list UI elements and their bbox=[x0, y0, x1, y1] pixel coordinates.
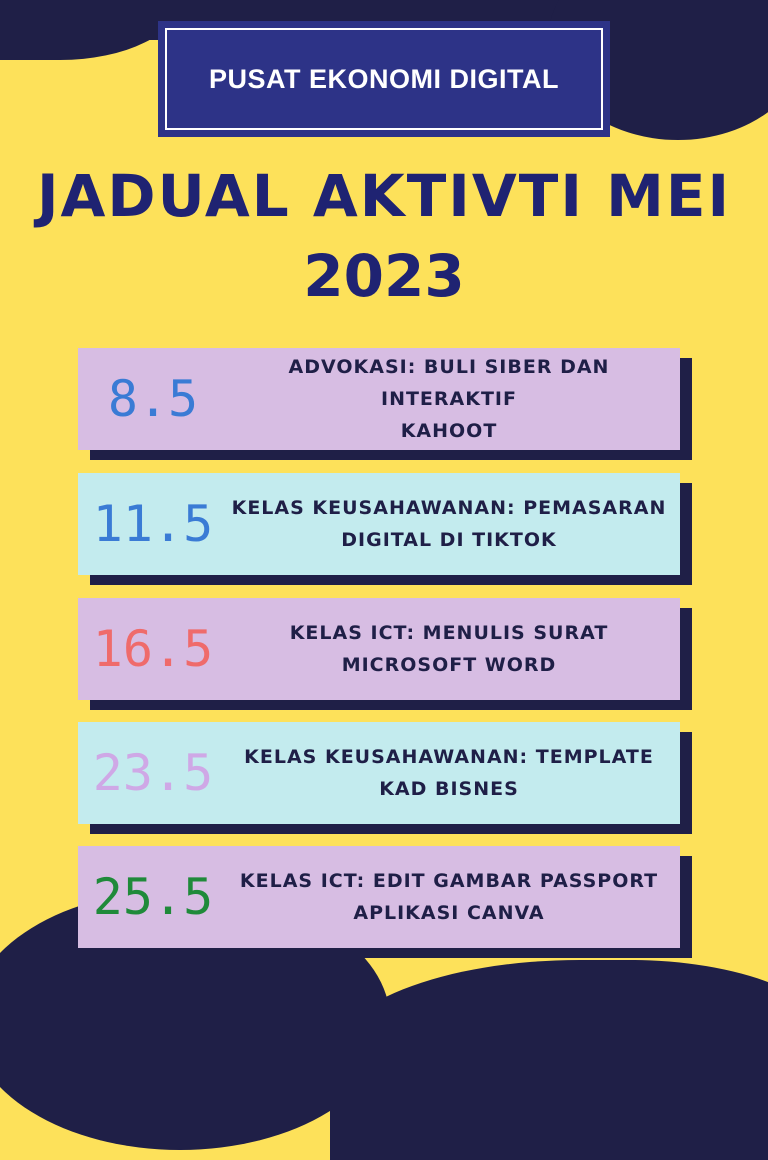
schedule-row bbox=[78, 598, 680, 700]
activity-line-2: MICROSOFT WORD bbox=[341, 654, 557, 676]
activity-date: 23.5 bbox=[92, 744, 214, 802]
schedule-row bbox=[78, 722, 680, 824]
activity-line-2: KAD BISNES bbox=[379, 778, 519, 800]
activity-date: 25.5 bbox=[92, 868, 214, 926]
activity-line-1: ADVOKASI: BULI SIBER DAN INTERAKTIF bbox=[288, 356, 610, 410]
activity-line-2: DIGITAL DI TIKTOK bbox=[341, 529, 557, 551]
banner-frame bbox=[165, 28, 603, 130]
schedule-card bbox=[78, 598, 680, 700]
activity-line-1: KELAS KEUSAHAWANAN: PEMASARAN bbox=[231, 497, 667, 519]
schedule-card bbox=[78, 473, 680, 575]
header-banner bbox=[158, 21, 610, 137]
activity-description bbox=[228, 492, 680, 556]
activity-date: 11.5 bbox=[92, 495, 214, 553]
activity-line-2: APLIKASI CANVA bbox=[353, 902, 545, 924]
activity-line-1: KELAS ICT: MENULIS SURAT bbox=[289, 622, 609, 644]
activity-description bbox=[228, 617, 680, 681]
schedule-card bbox=[78, 348, 680, 450]
schedule-row bbox=[78, 846, 680, 948]
activity-date: 16.5 bbox=[92, 620, 214, 678]
activity-description bbox=[228, 865, 680, 929]
banner-text: PUSAT EKONOMI DIGITAL bbox=[209, 63, 559, 94]
activity-line-1: KELAS ICT: EDIT GAMBAR PASSPORT bbox=[239, 870, 659, 892]
schedule-card bbox=[78, 722, 680, 824]
activity-line-2: KAHOOT bbox=[400, 420, 498, 442]
activity-description bbox=[228, 351, 680, 447]
page-title-line-1: JADUAL AKTIVTI MEI bbox=[36, 162, 732, 230]
activity-line-1: KELAS KEUSAHAWANAN: TEMPLATE bbox=[244, 746, 654, 768]
schedule-row bbox=[78, 348, 680, 450]
activity-date: 8.5 bbox=[107, 370, 199, 428]
schedule-card bbox=[78, 846, 680, 948]
schedule-row bbox=[78, 473, 680, 575]
decorative-band-bottom bbox=[0, 1000, 768, 1086]
page-title-line-2: 2023 bbox=[303, 242, 465, 310]
activity-description bbox=[228, 741, 680, 805]
